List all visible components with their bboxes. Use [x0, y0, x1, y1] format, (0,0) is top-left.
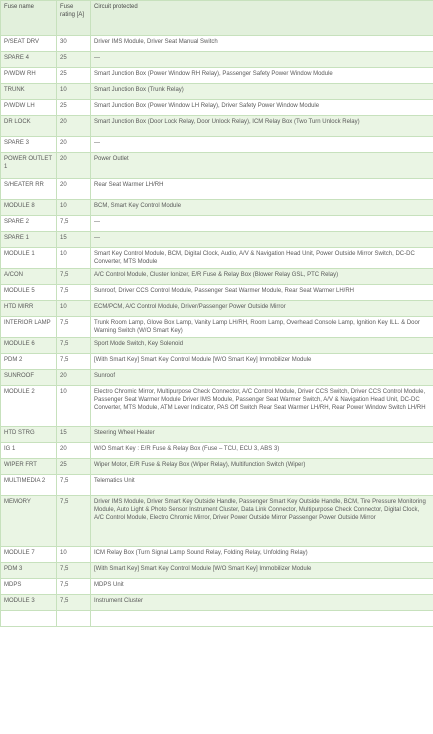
fuse-name-cell: SPARE 1	[1, 232, 57, 248]
fuse-rating-cell: 20	[57, 179, 91, 200]
fuse-rating-cell: 7,5	[57, 475, 91, 496]
table-row	[1, 370, 433, 386]
circuit-protected-cell: Driver IMS Module, Driver Seat Manual Switch	[91, 36, 433, 52]
circuit-protected-cell: Power Outlet	[91, 153, 433, 179]
fuse-name-cell: MODULE 8	[1, 200, 57, 216]
circuit-protected-cell: Electro Chromic Mirror, Multipurpose Check Connector, A/C Control Module, Driver CCS Switch, Driver CCS Control Module, Passenger Seat Warmer Module Driver IMS Module, Passenger Seat Warmer Switch, A/V & Navigation Head Unit, DC-DC Converter, MTS Module, ATM Lever Indicator, PAS Off Switch Rear Seat Warmer LH/RH, Rear Power Window Switch LH/RH	[91, 386, 433, 427]
fuse-name-cell: IG 1	[1, 443, 57, 459]
circuit-protected-cell: Sport Mode Switch, Key Solenoid	[91, 338, 433, 354]
fuse-rating-cell: 15	[57, 427, 91, 443]
table-row	[1, 443, 433, 459]
fuse-name-cell: MODULE 7	[1, 547, 57, 563]
fuse-name-cell: MDPS	[1, 579, 57, 595]
table-row	[1, 354, 433, 370]
table-row	[1, 248, 433, 269]
fuse-rating-cell: 25	[57, 52, 91, 68]
table-row	[1, 386, 433, 427]
fuse-rating-cell: 7,5	[57, 216, 91, 232]
fuse-name-cell: MODULE 5	[1, 285, 57, 301]
fuse-rating-cell: 7,5	[57, 595, 91, 611]
fuse-rating-cell: 25	[57, 100, 91, 116]
fuse-name-cell: MODULE 2	[1, 386, 57, 427]
circuit-protected-cell: Wiper Motor, E/R Fuse & Relay Box (Wiper Relay), Multifunction Switch (Wiper)	[91, 459, 433, 475]
circuit-protected-cell: —	[91, 52, 433, 68]
fuse-rating-cell: 15	[57, 232, 91, 248]
table-row	[1, 36, 433, 52]
circuit-protected-cell: —	[91, 216, 433, 232]
fuse-name-cell: SPARE 4	[1, 52, 57, 68]
fuse-rating-cell: 10	[57, 84, 91, 100]
fuse-name-cell: INTERIOR LAMP	[1, 317, 57, 338]
fuse-name-cell: DR LOCK	[1, 116, 57, 137]
circuit-protected-cell: Smart Junction Box (Power Window LH Relay), Driver Safety Power Window Module	[91, 100, 433, 116]
circuit-protected-cell: Smart Junction Box (Door Lock Relay, Door Unlock Relay), ICM Relay Box (Two Turn Unlock Relay)	[91, 116, 433, 137]
fuse-name-cell: WIPER FRT	[1, 459, 57, 475]
table-header	[1, 1, 433, 36]
table-row	[1, 200, 433, 216]
table-row	[1, 459, 433, 475]
fuse-rating-cell: 25	[57, 459, 91, 475]
fuse-rating-cell: 10	[57, 248, 91, 269]
fuse-rating-cell: 25	[57, 68, 91, 84]
fuse-rating-cell: 7,5	[57, 496, 91, 547]
circuit-protected-cell: A/C Control Module, Cluster Ionizer, E/R Fuse & Relay Box (Blower Relay GSL, PTC Relay)	[91, 269, 433, 285]
header-circuit-protected: Circuit protected	[91, 1, 433, 36]
table-row	[1, 317, 433, 338]
fuse-name-cell: SUNROOF	[1, 370, 57, 386]
table-row	[1, 179, 433, 200]
circuit-protected-cell: Smart Junction Box (Power Window RH Relay), Passenger Safety Power Window Module	[91, 68, 433, 84]
table-row	[1, 427, 433, 443]
header-fuse-name: Fuse name	[1, 1, 57, 36]
fuse-name-cell: MULTIMEDIA 2	[1, 475, 57, 496]
table-row	[1, 116, 433, 137]
fuse-name-cell: S/HEATER RR	[1, 179, 57, 200]
header-row	[1, 1, 433, 36]
fuse-name-cell: A/CON	[1, 269, 57, 285]
fuse-rating-cell: 20	[57, 153, 91, 179]
header-fuse-rating: Fuse rating [A]	[57, 1, 91, 36]
fuse-name-cell: P/WDW LH	[1, 100, 57, 116]
circuit-protected-cell: ECM/PCM, A/C Control Module, Driver/Passenger Power Outside Mirror	[91, 301, 433, 317]
fuse-rating-cell: 7,5	[57, 338, 91, 354]
fuse-name-cell	[1, 611, 57, 627]
fuse-rating-cell: 20	[57, 116, 91, 137]
table-row	[1, 232, 433, 248]
table-row	[1, 301, 433, 317]
table-row	[1, 100, 433, 116]
circuit-protected-cell: Rear Seat Warmer LH/RH	[91, 179, 433, 200]
fuse-name-cell: MEMORY	[1, 496, 57, 547]
fuse-name-cell: MODULE 6	[1, 338, 57, 354]
fuse-rating-cell: 10	[57, 386, 91, 427]
table-row	[1, 137, 433, 153]
circuit-protected-cell: —	[91, 232, 433, 248]
table-row	[1, 285, 433, 301]
table-row	[1, 611, 433, 627]
table-row	[1, 496, 433, 547]
fuse-rating-cell: 7,5	[57, 269, 91, 285]
circuit-protected-cell: ICM Relay Box (Turn Signal Lamp Sound Relay, Folding Relay, Unfolding Relay)	[91, 547, 433, 563]
fuse-rating-cell: 7,5	[57, 285, 91, 301]
circuit-protected-cell: [With Smart Key] Smart Key Control Module [W/O Smart Key] Immobilizer Module	[91, 563, 433, 579]
table-body	[1, 36, 433, 627]
fuse-rating-cell: 20	[57, 443, 91, 459]
fuse-name-cell: PDM 2	[1, 354, 57, 370]
fuse-name-cell: HTD STRG	[1, 427, 57, 443]
circuit-protected-cell	[91, 611, 433, 627]
fuse-name-cell: TRUNK	[1, 84, 57, 100]
table-row	[1, 547, 433, 563]
circuit-protected-cell: MDPS Unit	[91, 579, 433, 595]
table-row	[1, 269, 433, 285]
fuse-name-cell: P/SEAT DRV	[1, 36, 57, 52]
circuit-protected-cell: Driver IMS Module, Driver Smart Key Outside Handle, Passenger Smart Key Outside Handle, BCM, Tire Pressure Monitoring Module, Auto Light & Photo Sensor Instrument Cluster, Data Link Connector, Multipurpose Check Connector, Digital Clock, A/C Control Module, Electro Chromic Mirror, Driver Power Outside Mirror Passenger Power Outside Mirror	[91, 496, 433, 547]
table-row	[1, 153, 433, 179]
fuse-name-cell: SPARE 2	[1, 216, 57, 232]
table-row	[1, 216, 433, 232]
fuse-name-cell: P/WDW RH	[1, 68, 57, 84]
fuse-name-cell: POWER OUTLET 1	[1, 153, 57, 179]
circuit-protected-cell: Trunk Room Lamp, Glove Box Lamp, Vanity Lamp LH/RH, Room Lamp, Overhead Console Lamp, Ignition Key ILL. & Door Warning Switch (W/O Smart Key)	[91, 317, 433, 338]
fuse-name-cell: SPARE 3	[1, 137, 57, 153]
fuse-name-cell: MODULE 3	[1, 595, 57, 611]
table-row	[1, 579, 433, 595]
table-row	[1, 563, 433, 579]
fuse-name-cell: MODULE 1	[1, 248, 57, 269]
fuse-name-cell: HTD MIRR	[1, 301, 57, 317]
table-row	[1, 52, 433, 68]
circuit-protected-cell: Sunroof, Driver CCS Control Module, Passenger Seat Warmer Module, Rear Seat Warmer LH/RH	[91, 285, 433, 301]
circuit-protected-cell: Sunroof	[91, 370, 433, 386]
table-row	[1, 338, 433, 354]
fuse-rating-cell: 7,5	[57, 563, 91, 579]
fuse-rating-cell: 20	[57, 137, 91, 153]
circuit-protected-cell: Smart Junction Box (Trunk Relay)	[91, 84, 433, 100]
circuit-protected-cell: Telematics Unit	[91, 475, 433, 496]
circuit-protected-cell: BCM, Smart Key Control Module	[91, 200, 433, 216]
fuse-rating-cell: 20	[57, 370, 91, 386]
fuse-rating-cell: 10	[57, 547, 91, 563]
table-row	[1, 84, 433, 100]
fuse-name-cell: PDM 3	[1, 563, 57, 579]
circuit-protected-cell: W/O Smart Key : E/R Fuse & Relay Box (Fuse – TCU, ECU 3, ABS 3)	[91, 443, 433, 459]
table-row	[1, 475, 433, 496]
fuse-rating-cell: 7,5	[57, 354, 91, 370]
fuse-rating-cell	[57, 611, 91, 627]
fuse-rating-cell: 10	[57, 301, 91, 317]
circuit-protected-cell: [With Smart Key] Smart Key Control Module [W/O Smart Key] Immobilizer Module	[91, 354, 433, 370]
fuse-rating-cell: 10	[57, 200, 91, 216]
table-row	[1, 595, 433, 611]
fuse-rating-cell: 7,5	[57, 317, 91, 338]
fuse-rating-cell: 30	[57, 36, 91, 52]
circuit-protected-cell: Smart Key Control Module, BCM, Digital Clock, Audio, A/V & Navigation Head Unit, Power Outside Mirror Switch, DC-DC Converter, MTS Module	[91, 248, 433, 269]
circuit-protected-cell: —	[91, 137, 433, 153]
circuit-protected-cell: Steering Wheel Heater	[91, 427, 433, 443]
fuse-rating-cell: 7,5	[57, 579, 91, 595]
circuit-protected-cell: Instrument Cluster	[91, 595, 433, 611]
table-row	[1, 68, 433, 84]
